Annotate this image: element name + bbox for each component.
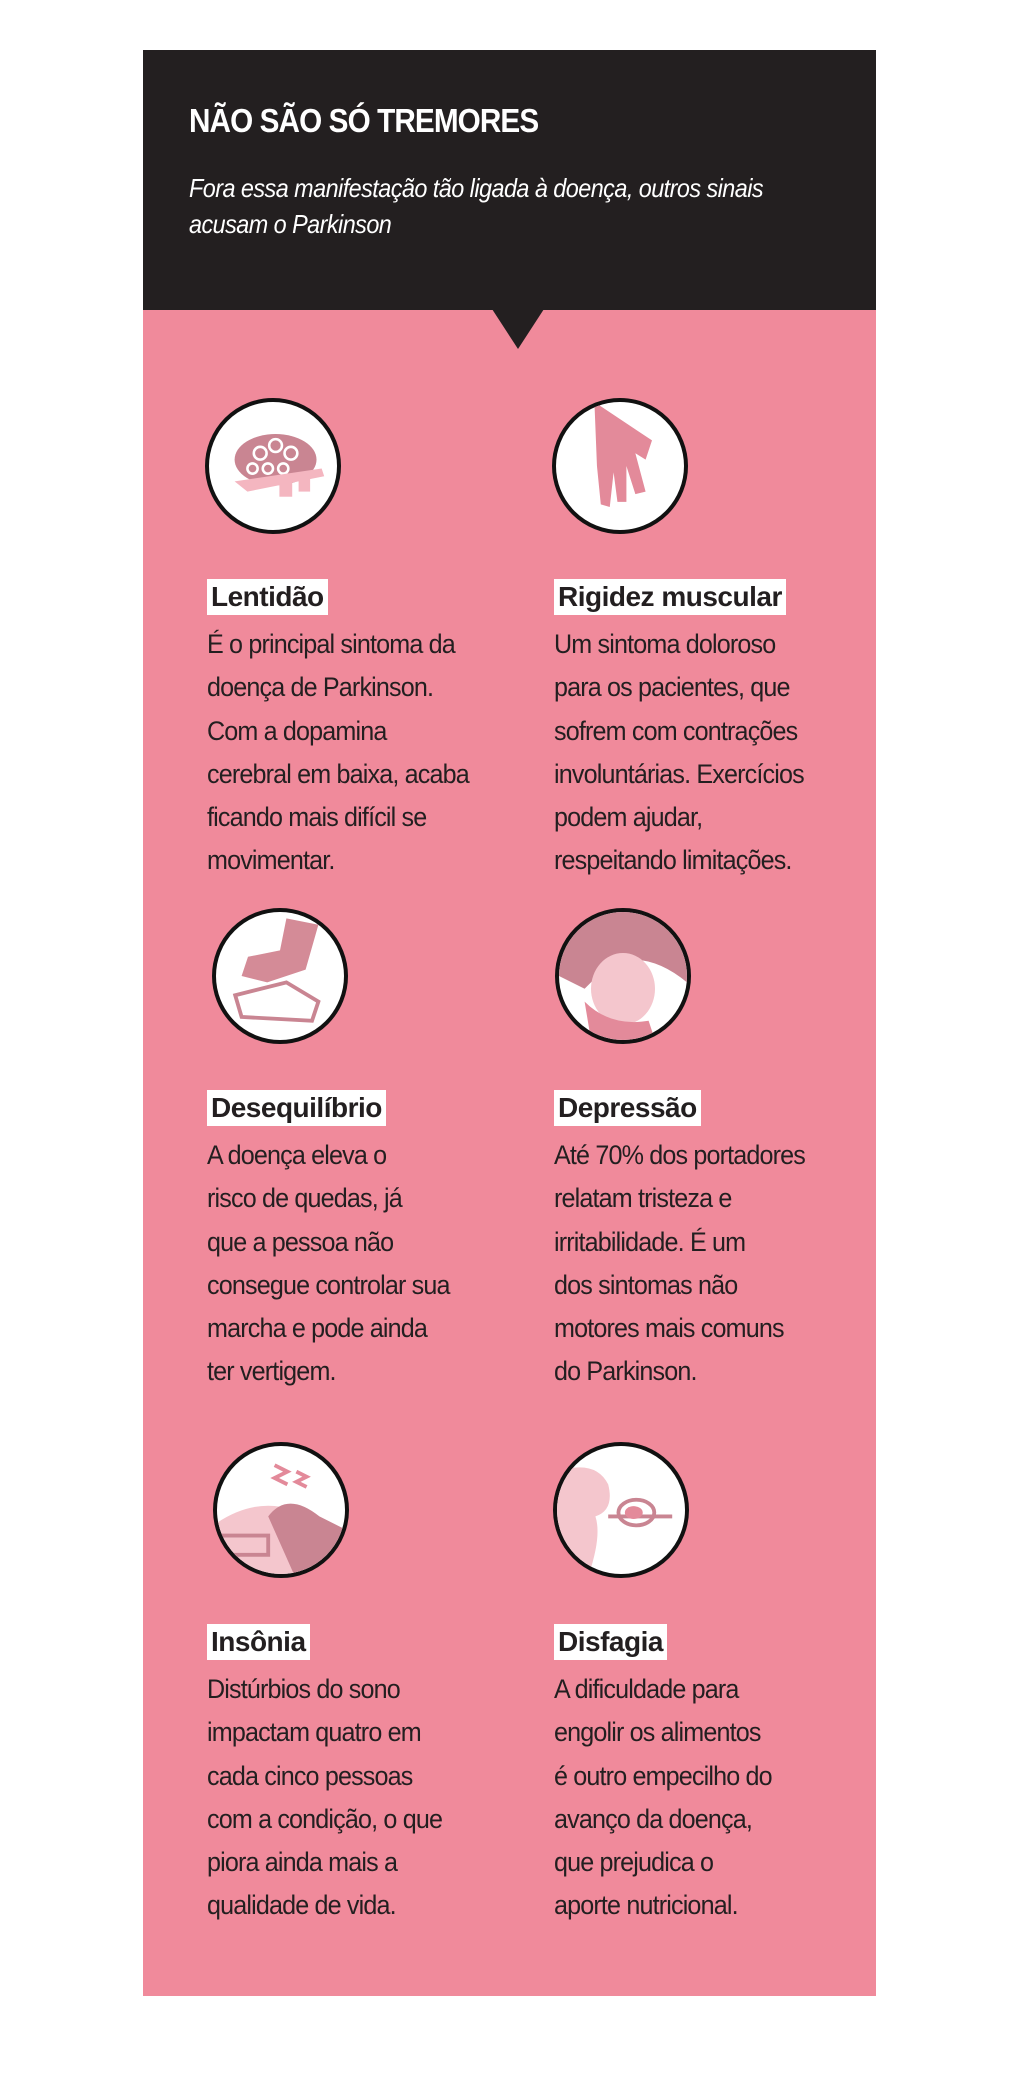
symptom-description (207, 623, 527, 883)
description-line: marcha e pode ainda (207, 1313, 428, 1344)
description-line: impactam quatro em (207, 1717, 421, 1748)
symptom-item (207, 1090, 527, 1394)
symptom-heading: Insônia (207, 1624, 310, 1660)
subtitle: Fora essa manifestação tão ligada à doença, outros sinais acusam o Parkinson (189, 173, 764, 239)
description-line: qualidade de vida. (207, 1890, 396, 1921)
symptom-item (554, 1624, 874, 1928)
symptom-description (554, 623, 874, 883)
description-line: A doença eleva o (207, 1140, 387, 1170)
description-line: cerebral em baixa, acaba (207, 758, 469, 789)
sleepless-face-icon (213, 1442, 349, 1578)
description-line: risco de quedas, já (207, 1183, 402, 1214)
symptom-heading: Disfagia (554, 1624, 667, 1660)
turtle-icon (205, 398, 341, 534)
description-line: é outro empecilho do (554, 1760, 772, 1791)
symptom-item (554, 579, 874, 883)
description-line: ficando mais difícil se (207, 802, 427, 833)
description-line: avanço da doença, (554, 1803, 752, 1834)
stumbling-foot-icon (212, 908, 348, 1044)
description-line: Distúrbios do sono (207, 1674, 400, 1704)
description-line: respeitando limitações. (554, 845, 792, 876)
symptom-item (207, 579, 527, 883)
description-line: É o principal sintoma da (207, 629, 455, 659)
description-line: Um sintoma doloroso (554, 629, 776, 659)
description-line: Até 70% dos portadores (554, 1140, 805, 1170)
symptom-heading: Rigidez muscular (554, 579, 786, 615)
description-line: involuntárias. Exercícios (554, 758, 804, 789)
description-line: Com a dopamina (207, 715, 387, 746)
symptom-heading: Lentidão (207, 579, 328, 615)
description-line: sofrem com contrações (554, 715, 798, 746)
description-line: engolir os alimentos (554, 1717, 761, 1748)
symptom-item (554, 1090, 874, 1394)
description-line: ter vertigem. (207, 1356, 336, 1387)
symptom-item (207, 1624, 527, 1928)
symptom-description (207, 1668, 527, 1928)
description-line: doença de Parkinson. (207, 672, 434, 703)
symptom-heading: Depressão (554, 1090, 701, 1126)
symptom-heading: Desequilíbrio (207, 1090, 386, 1126)
description-line: cada cinco pessoas (207, 1760, 413, 1791)
description-line: movimentar. (207, 845, 335, 876)
description-line: com a condição, o que (207, 1803, 443, 1834)
description-line: consegue controlar sua (207, 1269, 450, 1300)
rigid-hand-icon (552, 398, 688, 534)
description-line: piora ainda mais a (207, 1847, 398, 1878)
description-line: que prejudica o (554, 1847, 714, 1878)
symptom-description (554, 1134, 874, 1394)
symptom-description (554, 1668, 874, 1928)
description-line: motores mais comuns (554, 1313, 784, 1344)
description-line: do Parkinson. (554, 1356, 697, 1387)
description-line: que a pessoa não (207, 1226, 394, 1257)
description-line: aporte nutricional. (554, 1890, 738, 1921)
symptom-description (207, 1134, 527, 1394)
description-line: dos sintomas não (554, 1269, 738, 1300)
description-line: para os pacientes, que (554, 672, 790, 703)
sad-face-icon (555, 908, 691, 1044)
description-line: relatam tristeza e (554, 1183, 732, 1214)
header-pointer (492, 309, 544, 349)
description-line: A dificuldade para (554, 1674, 739, 1704)
swallowing-icon (553, 1442, 689, 1578)
page-title: NÃO SÃO SÓ TREMORES (189, 102, 539, 139)
description-line: irritabilidade. É um (554, 1226, 746, 1257)
header (143, 50, 876, 310)
description-line: podem ajudar, (554, 802, 703, 833)
